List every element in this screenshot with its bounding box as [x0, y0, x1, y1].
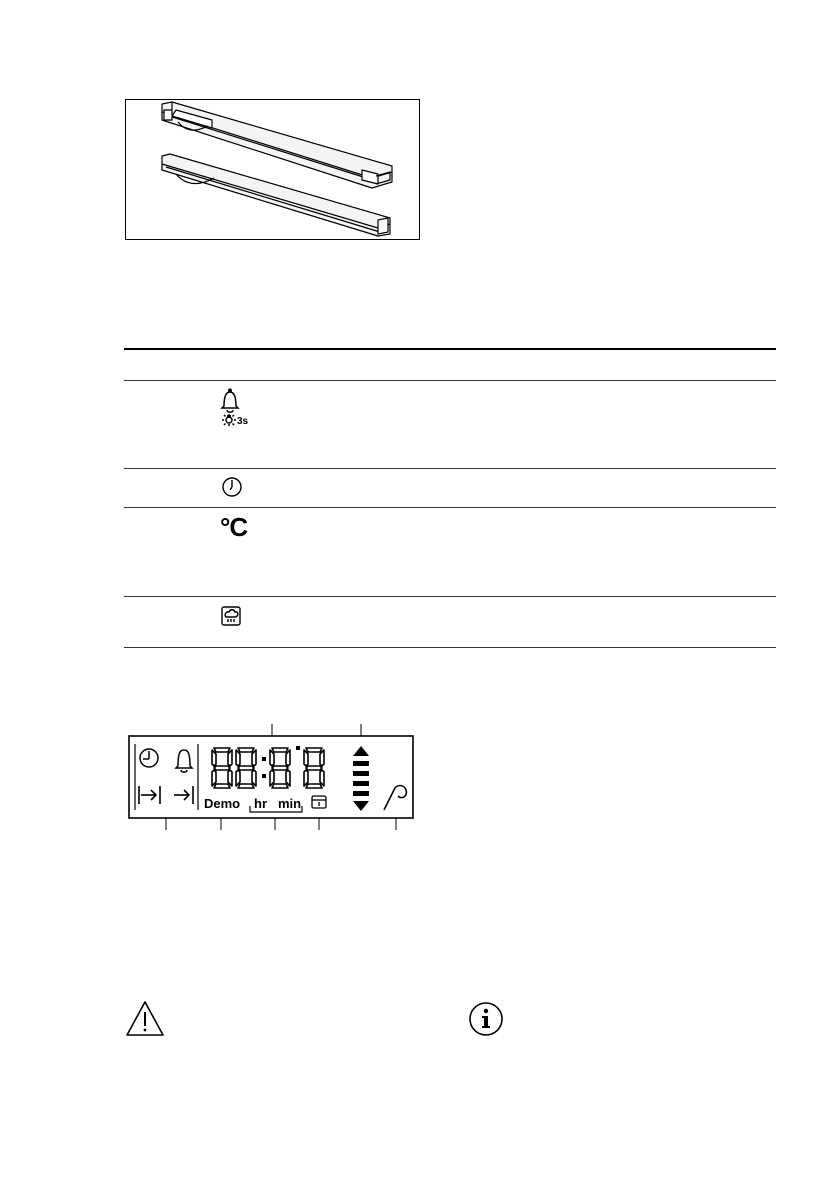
table-row — [216, 388, 252, 435]
table-row-rule — [124, 468, 776, 469]
symbol-table — [124, 348, 776, 648]
info-icon — [468, 1001, 504, 1037]
min-label: min — [278, 796, 302, 811]
hr-label: hr — [254, 796, 267, 811]
table-top-rule — [124, 348, 776, 350]
display-drawing — [120, 722, 420, 832]
telescopic-rails-illustration — [125, 99, 420, 240]
table-row-rule — [124, 507, 776, 508]
celsius-icon: °C — [220, 512, 248, 542]
bell-3s-icon — [216, 388, 252, 430]
demo-label: Demo — [204, 796, 241, 811]
table-row — [220, 605, 242, 632]
clock-icon — [221, 476, 243, 498]
table-row-rule — [124, 596, 776, 597]
three-seconds-label: 3s — [237, 416, 249, 427]
steam-icon — [220, 605, 242, 627]
table-header-rule — [124, 380, 776, 381]
table-row — [221, 476, 243, 503]
rails-drawing — [126, 100, 419, 239]
warning-icon — [125, 1000, 165, 1038]
table-bottom-rule — [124, 647, 776, 648]
oven-display-diagram — [120, 722, 420, 832]
